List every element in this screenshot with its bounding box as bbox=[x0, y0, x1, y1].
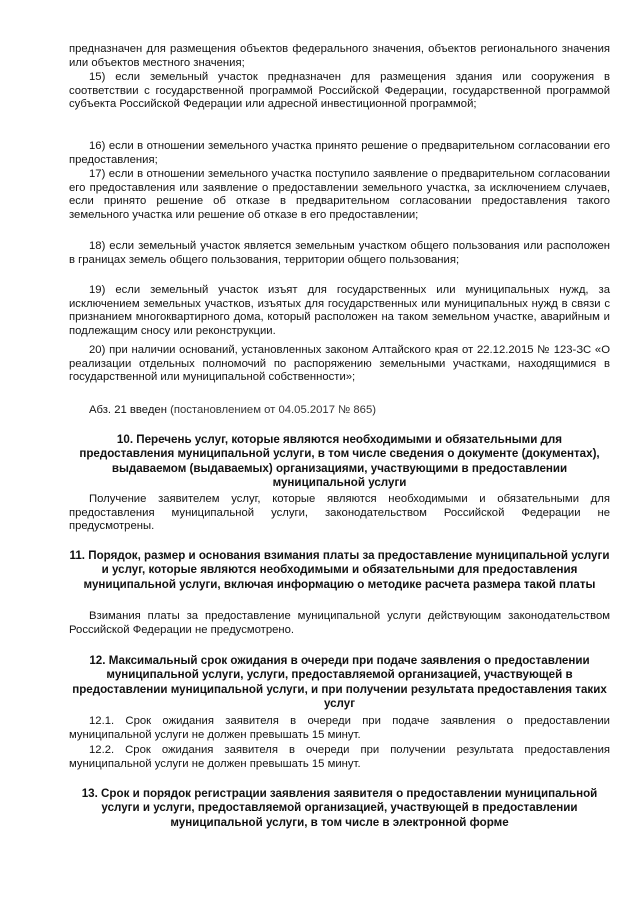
paragraph-item-20: 20) при наличии оснований, установленных законом Алтайского края от 22.12.2015 № 123-ЗС «О реализации отдельных полномочий по распоряжению земельными участками, находящимися в государственной или муниципальной собственности»; bbox=[69, 344, 610, 384]
paragraph-item-17: 17) если в отношении земельного участка поступило заявление о предварительном согласовании его предоставления или заявление о предоставлении земельного участка, за исключением случаев, если принято решение об отказе в предварительном согласовании предоставления такого земельного участка или решение об отказе в его предоставлении; bbox=[69, 168, 610, 222]
amendment-reference: (постановлением от 04.05.2017 № 865) bbox=[170, 404, 377, 416]
section-12-item-1: 12.1. Срок ожидания заявителя в очереди при подаче заявления о предоставлении муниципальной услуги не должен превышать 15 минут. bbox=[69, 715, 610, 741]
section-13-heading: 13. Срок и порядок регистрации заявления заявителя о предоставлении муниципальной услуги и услуги, предоставляемой организацией, участвующей в предоставлении муниципальной услуги, в том числе в электронной форме bbox=[81, 787, 598, 829]
paragraph-item-19: 19) если земельный участок изъят для государственных или муниципальных нужд, за исключением земельных участков, изъятых для государственных или муниципальных нужд в связи с признанием многоквартирного дома, который расположен на таком земельном участке, аварийным и подлежащим сносу или реконструкции. bbox=[69, 284, 610, 338]
paragraph-continuation: предназначен для размещения объектов федерального значения, объектов регионального значения или объектов местного значения; bbox=[69, 43, 610, 69]
paragraph-item-15: 15) если земельный участок предназначен для размещения здания или сооружения в соответствии с государственной программой Российской Федерации, государственной программой субъекта Российской Федерации или адресной инвестиционной программой; bbox=[69, 71, 610, 111]
section-11-heading: 11. Порядок, размер и основания взимания платы за предоставление муниципальной услуги и услуг, которые являются необходимыми и обязательными для предоставления муниципальной услуги, включая информацию о методике расчета размера такой платы bbox=[69, 549, 610, 591]
section-12-heading: 12. Максимальный срок ожидания в очереди при подаче заявления о предоставлении муниципальной услуги, услуги, предоставляемой организацией, участвующей в предоставлении муниципальной услуги, и при получении результата предоставления таких услуг bbox=[72, 654, 607, 711]
section-11-body: Взимания платы за предоставление муниципальной услуги действующим законодательством Российской Федерации не предусмотрено. bbox=[69, 610, 610, 636]
paragraph-item-16: 16) если в отношении земельного участка принято решение о предварительном согласовании его предоставления; bbox=[69, 140, 610, 166]
section-10-heading: 10. Перечень услуг, которые являются необходимыми и обязательными для предоставления муниципальной услуги, в том числе сведения о документе (документах), выдаваемом (выдаваемых) организациями, участвующими в предоставлении муниципальной услуги bbox=[79, 433, 600, 490]
section-10-body: Получение заявителем услуг, которые являются необходимыми и обязательными для предоставления муниципальной услуги, законодательством Российской Федерации не предусмотрены. bbox=[69, 493, 610, 533]
amendment-note bbox=[69, 404, 610, 418]
section-12-item-2: 12.2. Срок ожидания заявителя в очереди при получении результата предоставления муниципальной услуги не должен превышать 15 минут. bbox=[69, 744, 610, 770]
amendment-text: Абз. 21 введен bbox=[89, 404, 167, 416]
paragraph-item-18: 18) если земельный участок является земельным участком общего пользования или расположен в границах земель общего пользования, территории общего пользования; bbox=[69, 240, 610, 266]
